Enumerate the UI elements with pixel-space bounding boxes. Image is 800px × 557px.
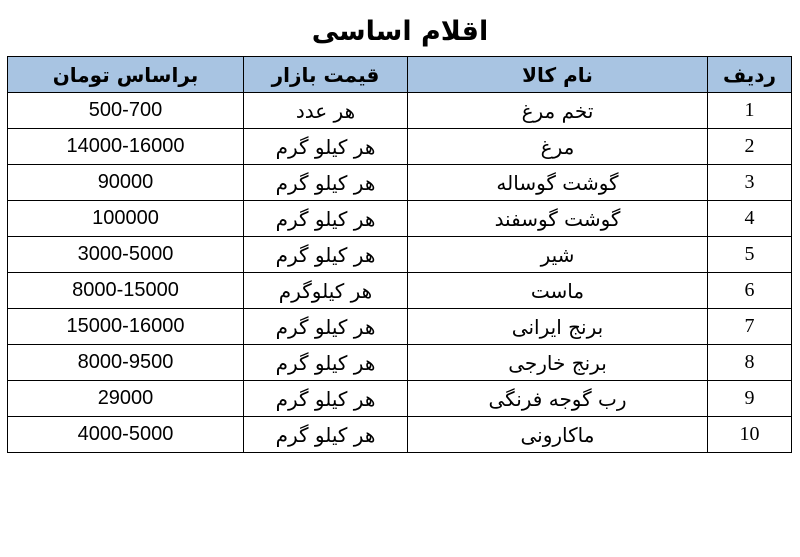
row-number: 4 (708, 201, 792, 237)
item-unit: هر کیلو گرم (244, 309, 408, 345)
table-row (8, 417, 792, 453)
table-row (8, 93, 792, 129)
items-table (7, 56, 792, 453)
table-row (8, 309, 792, 345)
item-name: ماست (408, 273, 708, 309)
item-price: 8000-15000 (8, 273, 244, 309)
row-number: 1 (708, 93, 792, 129)
header-row-number: ردیف (708, 57, 792, 93)
header-market-price: قیمت بازار (244, 57, 408, 93)
item-name: تخم مرغ (408, 93, 708, 129)
row-number: 5 (708, 237, 792, 273)
header-item-name: نام کالا (408, 57, 708, 93)
item-unit: هر کیلو گرم (244, 129, 408, 165)
row-number: 6 (708, 273, 792, 309)
item-unit: هر عدد (244, 93, 408, 129)
table-row (8, 345, 792, 381)
header-price-toman: براساس تومان (8, 57, 244, 93)
table-row (8, 129, 792, 165)
item-price: 29000 (8, 381, 244, 417)
table-header-row (8, 57, 792, 93)
row-number: 3 (708, 165, 792, 201)
item-price: 90000 (8, 165, 244, 201)
row-number: 9 (708, 381, 792, 417)
item-name: گوشت گوسفند (408, 201, 708, 237)
item-price: 500-700 (8, 93, 244, 129)
item-name: مرغ (408, 129, 708, 165)
item-unit: هر کیلو گرم (244, 345, 408, 381)
item-unit: هر کیلو گرم (244, 165, 408, 201)
item-price: 15000-16000 (8, 309, 244, 345)
item-name: ماکارونی (408, 417, 708, 453)
item-price: 14000-16000 (8, 129, 244, 165)
item-name: گوشت گوساله (408, 165, 708, 201)
table-row (8, 165, 792, 201)
item-price: 4000-5000 (8, 417, 244, 453)
item-price: 3000-5000 (8, 237, 244, 273)
item-name: برنج ایرانی (408, 309, 708, 345)
table-row (8, 381, 792, 417)
item-price: 8000-9500 (8, 345, 244, 381)
table-row (8, 273, 792, 309)
row-number: 8 (708, 345, 792, 381)
item-unit: هر کیلو گرم (244, 417, 408, 453)
item-name: رب گوجه فرنگی (408, 381, 708, 417)
item-unit: هر کیلو گرم (244, 237, 408, 273)
table-row (8, 201, 792, 237)
row-number: 2 (708, 129, 792, 165)
page-title: اقلام اساسی (311, 16, 489, 47)
item-unit: هر کیلوگرم (244, 273, 408, 309)
row-number: 7 (708, 309, 792, 345)
item-price: 100000 (8, 201, 244, 237)
item-unit: هر کیلو گرم (244, 201, 408, 237)
item-name: برنج خارجی (408, 345, 708, 381)
table-row (8, 237, 792, 273)
item-name: شیر (408, 237, 708, 273)
row-number: 10 (708, 417, 792, 453)
item-unit: هر کیلو گرم (244, 381, 408, 417)
